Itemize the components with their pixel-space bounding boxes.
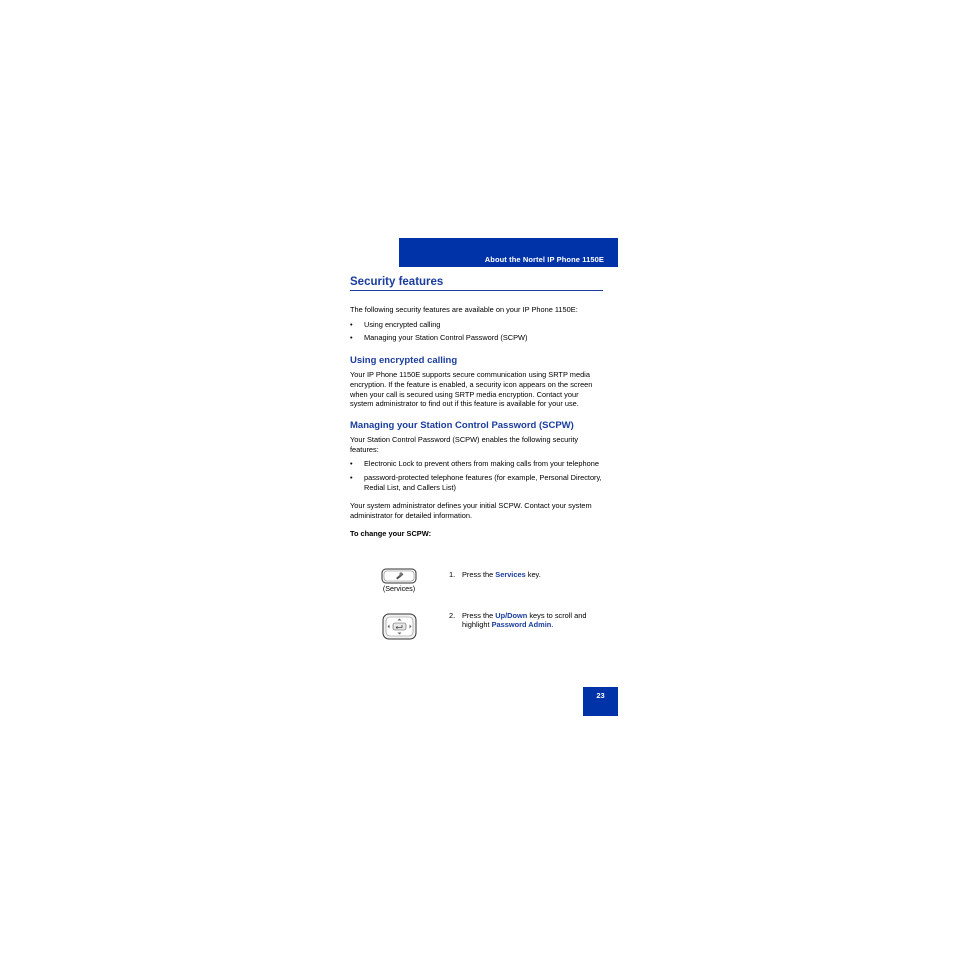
page-number-box (583, 687, 618, 716)
key-name-services: Services (495, 570, 526, 579)
key-name-updown: Up/Down (495, 611, 528, 620)
list-item-text: Electronic Lock to prevent others from making calls from your telephone (364, 459, 599, 469)
scpw-intro: Your Station Control Password (SCPW) enables the following security features: (350, 434, 579, 454)
list-item-text: password-protected telephone features (for example, Personal Directory, Redial List, and Callers List) (364, 473, 602, 492)
page-number: 23 (596, 691, 605, 700)
bullet-glyph: • (350, 473, 353, 483)
bullet-glyph: • (350, 319, 353, 329)
list-item (350, 473, 603, 492)
procedure-step-1 (449, 570, 609, 579)
section-title: Security features (350, 276, 603, 291)
subsection-title-encrypted: Using encrypted calling (350, 355, 458, 367)
scpw-admin-note: Your system administrator defines your initial SCPW. Contact your system administrator for detailed information. (350, 501, 592, 521)
subsection-title-scpw: Managing your Station Control Password (SCPW) (350, 419, 574, 431)
navigation-cluster-icon (382, 613, 417, 640)
list-item-text: Managing your Station Control Password (SCPW) (364, 333, 528, 343)
encrypted-body: Your IP Phone 1150E supports secure communication using SRTP media encryption. If the feature is enabled, a security icon appears on the screen when your call is secured using SRTP media encryption. Contact your system administrator to find out if this feature is available for your use. (350, 370, 593, 409)
step-number: 2. (449, 611, 456, 620)
services-key-icon (381, 568, 417, 584)
procedure-title: To change your SCPW: (350, 528, 432, 538)
list-item-text: Using encrypted calling (364, 319, 441, 329)
list-item (350, 320, 603, 330)
step-number: 1. (449, 570, 456, 579)
procedure-step-2 (449, 611, 609, 630)
step-text: . (551, 620, 554, 630)
services-key-label: (Services) (382, 584, 416, 593)
content-column (350, 276, 603, 538)
list-item (350, 459, 603, 469)
header-bar (399, 238, 618, 267)
step-text: keys to scroll and highlight (462, 611, 587, 630)
step-text: Press the (462, 611, 496, 620)
bullet-glyph: • (350, 459, 353, 469)
section-intro: The following security features are available on your IP Phone 1150E: (350, 305, 578, 314)
list-item (350, 333, 603, 343)
step-text: key. (525, 570, 541, 579)
running-header: About the Nortel IP Phone 1150E (484, 255, 604, 264)
bullet-glyph: • (350, 333, 353, 343)
step-text: Press the (462, 570, 496, 579)
menu-item-password-admin: Password Admin (491, 620, 552, 630)
